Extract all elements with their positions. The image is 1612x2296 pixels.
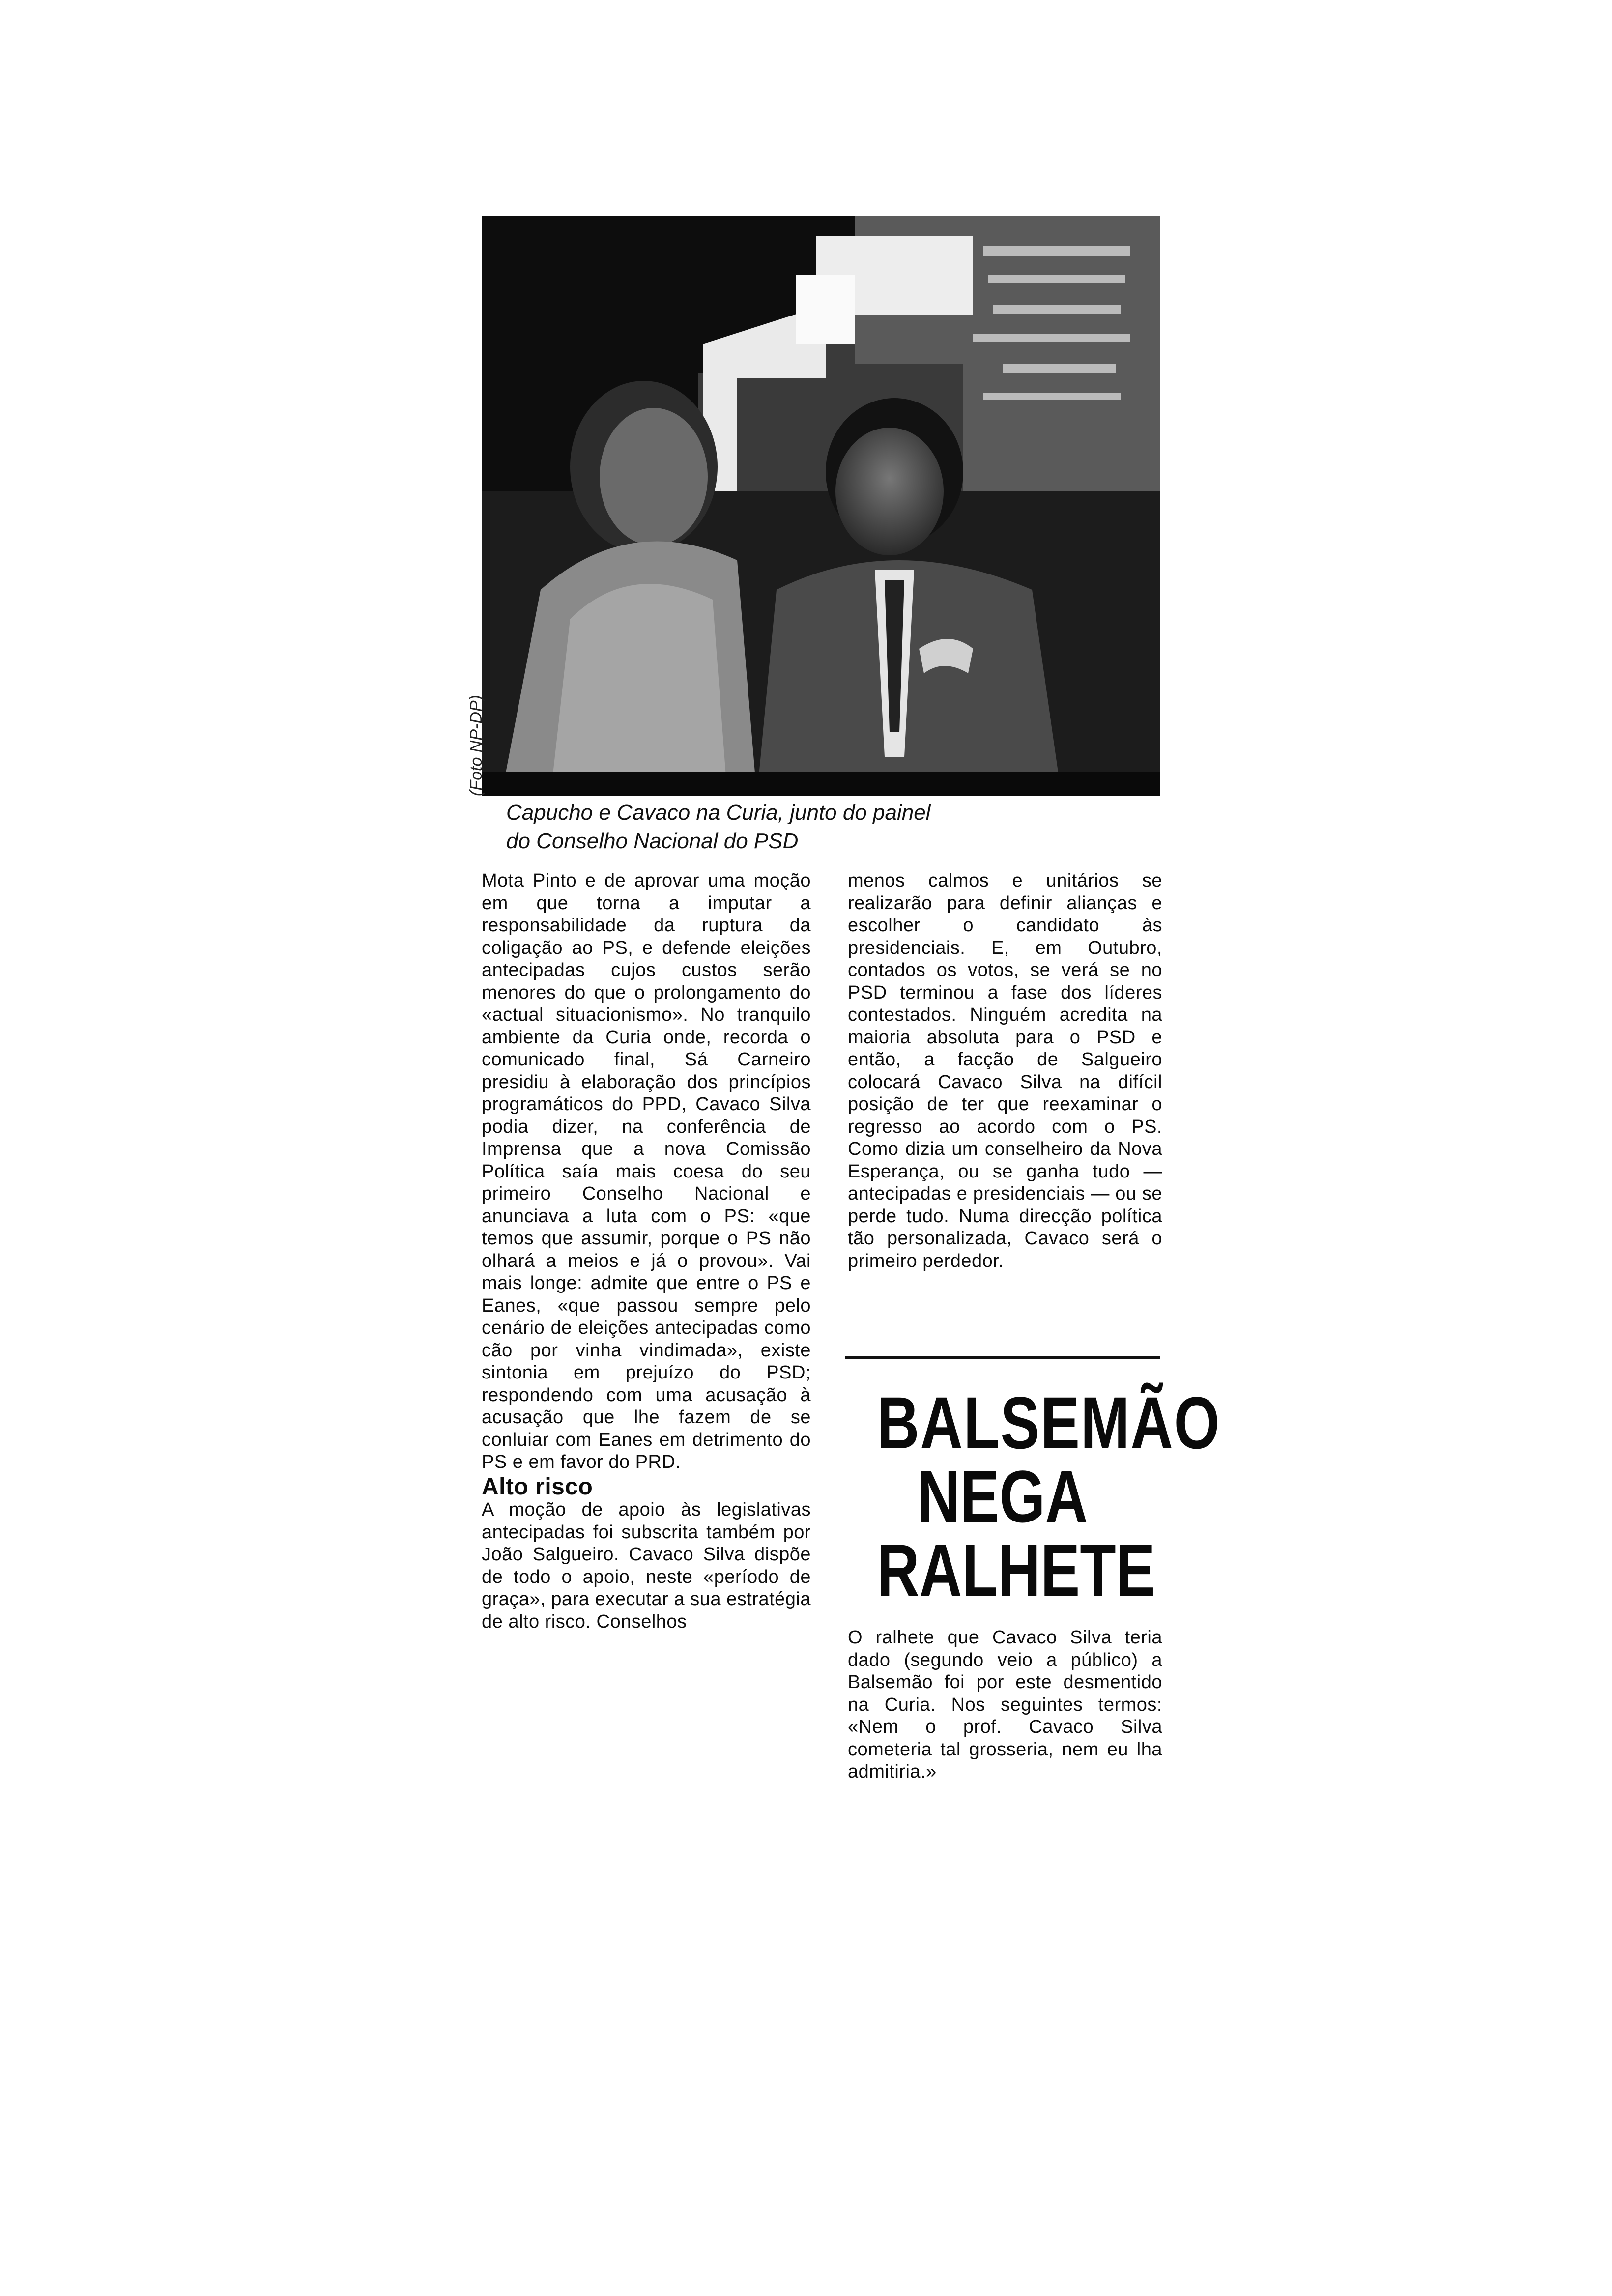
headline-line-3: RALHETE [877, 1529, 1155, 1611]
article-body-left: Mota Pinto e de aprovar uma moção em que torna a imputar a responsabilidade da ruptura da coligação ao PS, e defende eleições antecipadas cujos custos serão menores do que o prolongamento do «actual situacionismo». No tranquilo ambiente da Curia onde, recorda o comunicado final, Sá Carneiro presidiu à elaboração dos princípios programáticos do PPD, Cavaco Silva podia dizer, na conferência de Imprensa que a nova Comissão Política saía mais coesa do seu primeiro Conselho Nacional e anunciava a luta com o PS: «que temos que assumir, porque o PS não olhará a meios e já o provou». Vai mais longe: admite que entre o PS e Eanes, «que passou sempre pelo cenário de eleições antecipadas como cão por vinha vindimada», existe sintonia em prejuízo do PSD; respondendo com uma acusação à acusação que lhe fazem de se conluiar com Eanes em detrimento do PS e em favor do PRD. [482, 870, 811, 1472]
box-headline [877, 1381, 1221, 1611]
article-subhead: Alto risco [482, 1473, 593, 1500]
article-column-right [848, 870, 1162, 1272]
box-body [848, 1627, 1162, 1783]
photo-caption [506, 799, 1121, 856]
caption-line-2: do Conselho Nacional do PSD [506, 829, 799, 853]
newspaper-clipping [467, 216, 1221, 1838]
article-column-left [482, 870, 811, 1633]
box-text: O ralhete que Cavaco Silva teria dado (segundo veio a público) a Balsemão foi por este desmentido na Curia. Nos seguintes termos: «Nem o prof. Cavaco Silva cometeria tal grosseria, nem eu lha admitiria.» [848, 1627, 1162, 1782]
caption-line-1: Capucho e Cavaco na Curia, junto do painel [506, 801, 931, 825]
article-body-right: menos calmos e unitários se realizarão para definir alianças e escolher o candidato às presidenciais. E, em Outubro, contados os votos, se verá se no PSD terminou a fase dos líderes contestados. Ninguém acredita na maioria absoluta para o PSD e então, a facção de Salgueiro colocará Cavaco Silva na difícil posição de ter que reexaminar o regresso ao acordo com o PS. Como dizia um conselheiro da Nova Esperança, ou se ganha tudo — antecipadas e presidenciais — ou se perde tudo. Numa direcção política tão personalizada, Cavaco será o primeiro perdedor. [848, 870, 1162, 1271]
article-body-left-2: A moção de apoio às legislativas antecipadas foi subscrita também por João Salgueiro. Cavaco Silva dispõe de todo o apoio, neste «período de graça», para executar a sua estratégia de alto risco. Conselhos [482, 1499, 811, 1632]
news-photo [482, 216, 1160, 796]
headline-line-1: BALSEMÃO [877, 1381, 1221, 1464]
headline-line-2: NEGA [917, 1455, 1088, 1538]
photo-illustration [482, 216, 1160, 796]
box-divider [845, 1356, 1160, 1359]
photo-credit: (Foto NP-DP) [467, 695, 486, 796]
